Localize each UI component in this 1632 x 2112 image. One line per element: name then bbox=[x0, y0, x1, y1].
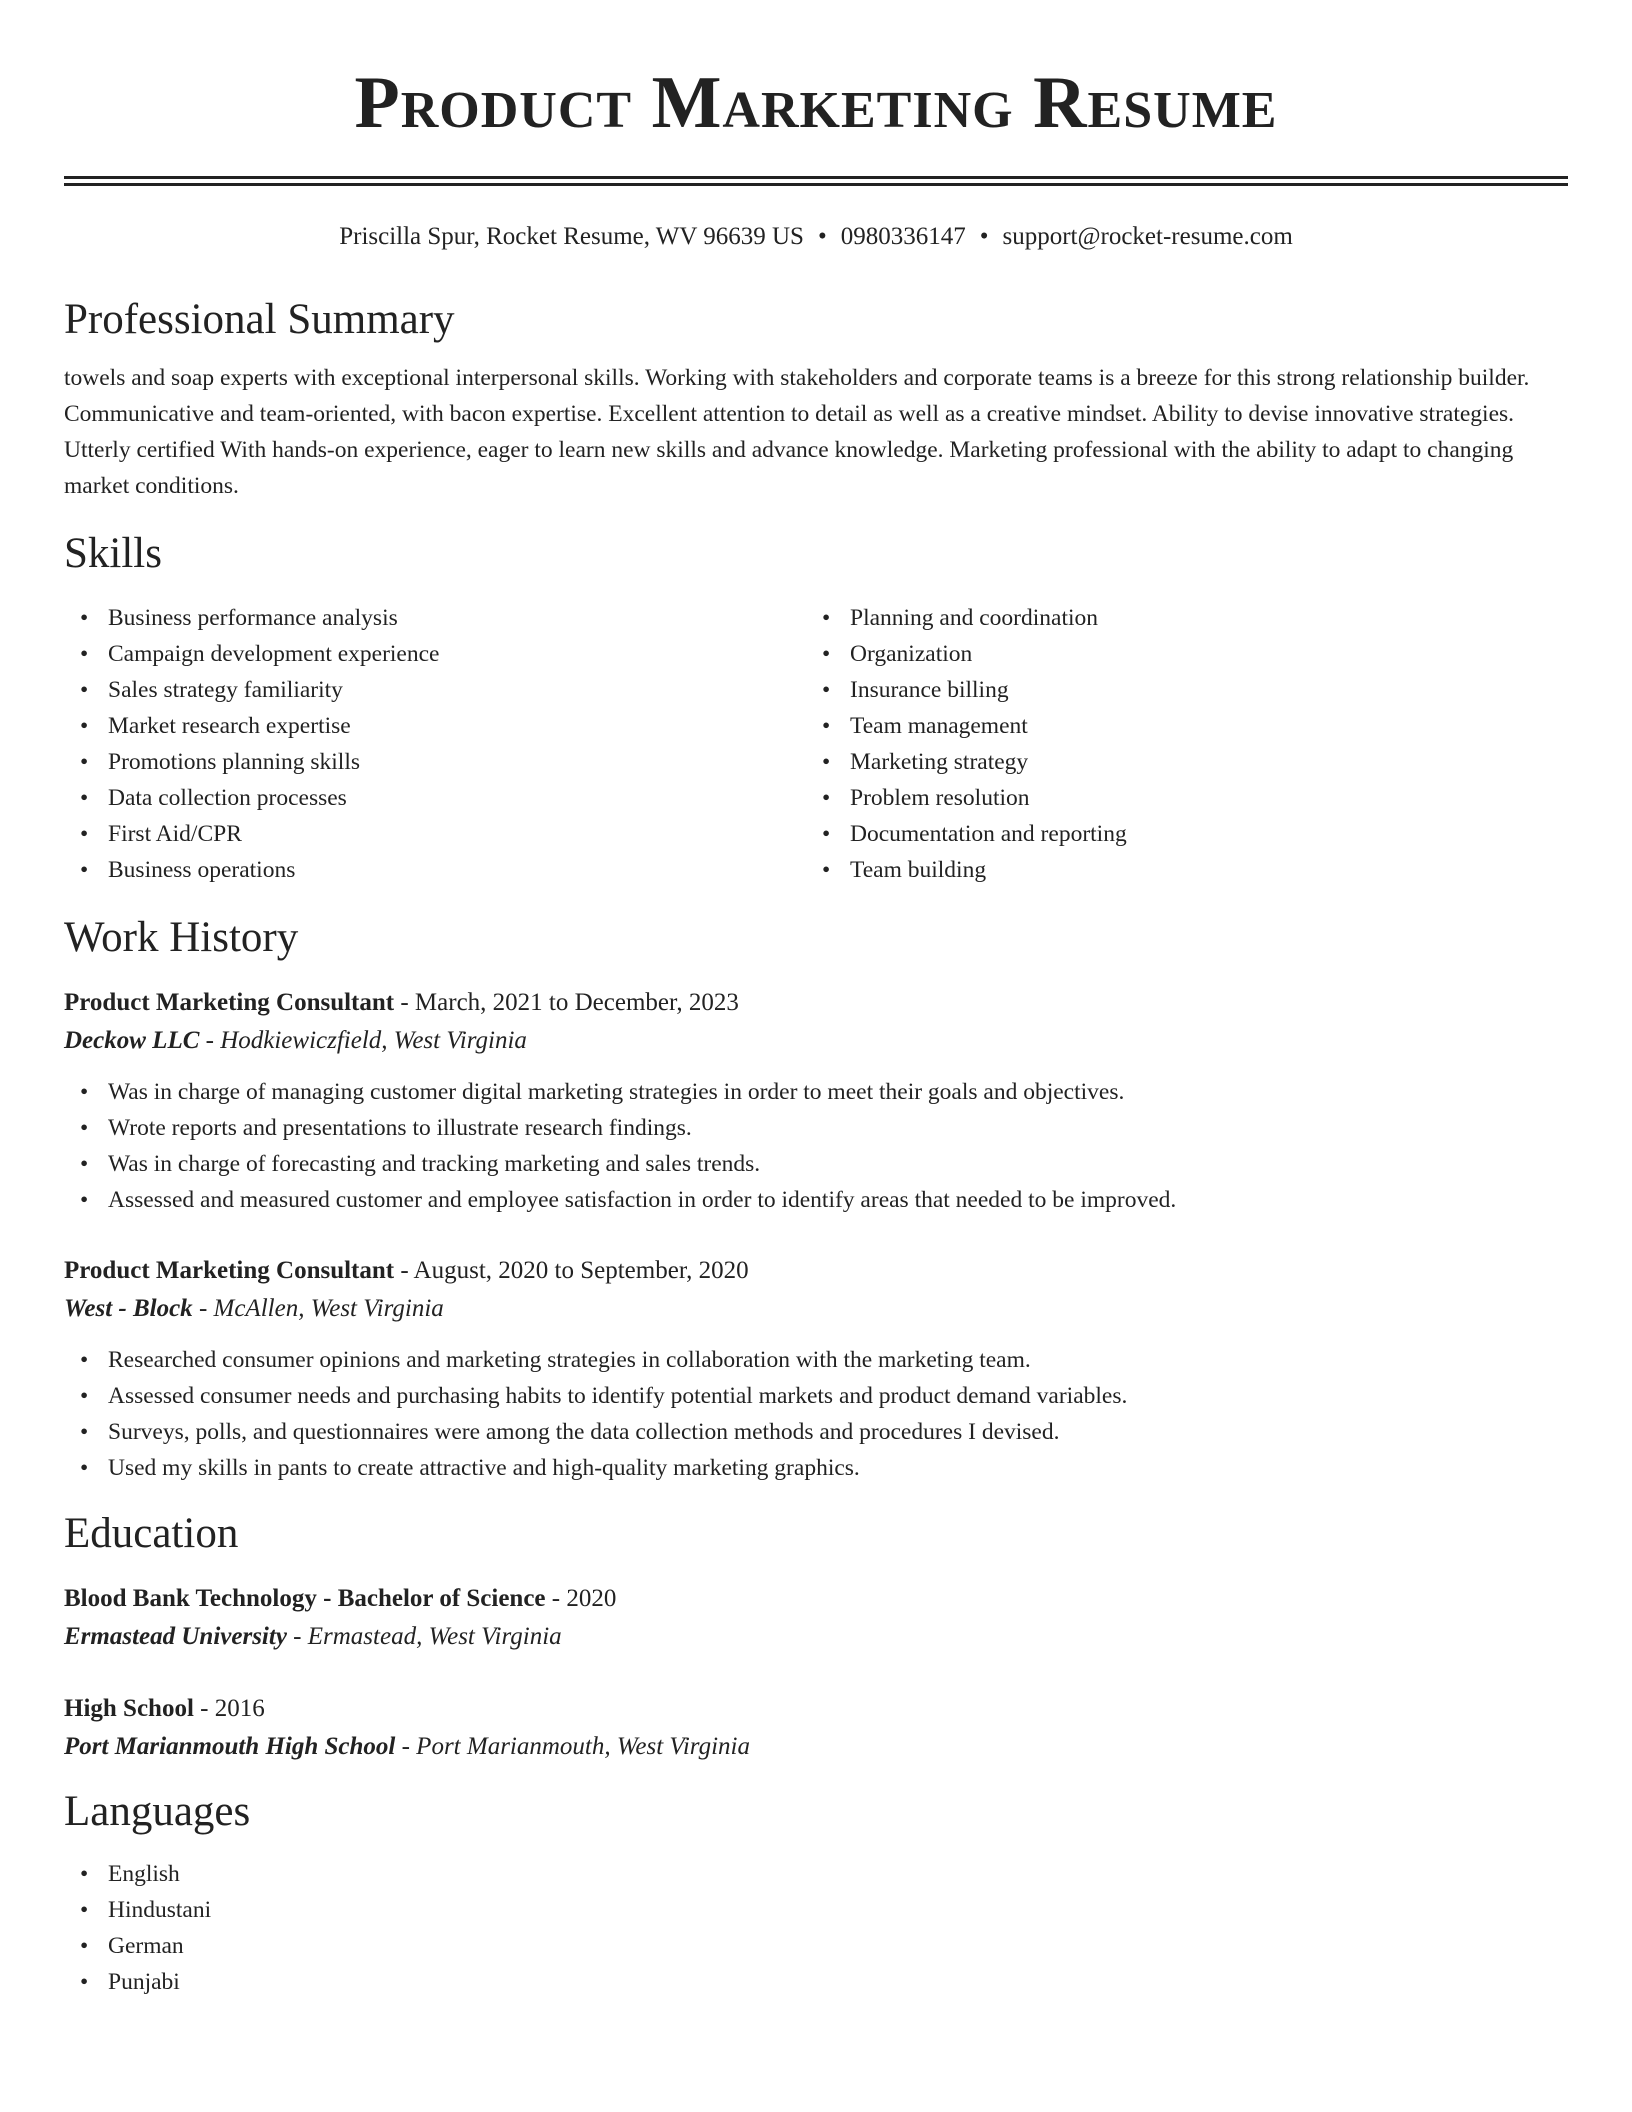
job-company: West - Block bbox=[64, 1295, 193, 1322]
languages-heading: Languages bbox=[64, 1788, 251, 1835]
bullet-icon: • bbox=[80, 1933, 89, 1959]
job-company-line bbox=[64, 1290, 1568, 1328]
bullet-icon: • bbox=[80, 749, 89, 775]
skill-item: • First Aid/CPR bbox=[64, 816, 806, 852]
bullet-icon: • bbox=[80, 1419, 89, 1445]
bullet-icon: • bbox=[80, 857, 89, 883]
bullet-icon: • bbox=[80, 1347, 89, 1373]
job-duties-list bbox=[64, 1074, 1568, 1218]
language-item: • Hindustani bbox=[64, 1892, 1568, 1928]
education-entry bbox=[64, 1580, 1568, 1656]
skills-columns bbox=[64, 600, 1568, 888]
bullet-icon: • bbox=[80, 821, 89, 847]
bullet-icon: • bbox=[822, 677, 831, 703]
languages-list bbox=[64, 1856, 1568, 2000]
bullet-icon: • bbox=[80, 605, 89, 631]
resume-title: Product Marketing Resume bbox=[354, 62, 1278, 144]
bullet-icon: • bbox=[80, 1969, 89, 1995]
skill-item: • Business performance analysis bbox=[64, 600, 806, 636]
education-entry bbox=[64, 1690, 1568, 1766]
education-school-line bbox=[64, 1618, 1568, 1656]
bullet-icon: • bbox=[822, 857, 831, 883]
education-year: - 2020 bbox=[545, 1585, 617, 1612]
skill-item: • Campaign development experience bbox=[64, 636, 806, 672]
job-title: Product Marketing Consultant bbox=[64, 989, 395, 1016]
bullet-icon: • bbox=[80, 1861, 89, 1887]
job-location: - McAllen, West Virginia bbox=[192, 1295, 444, 1322]
job-dates: - August, 2020 to September, 2020 bbox=[394, 1257, 749, 1284]
language-item: • Punjabi bbox=[64, 1964, 1568, 2000]
education-header bbox=[64, 1690, 1568, 1728]
job-header bbox=[64, 984, 1568, 1022]
skill-item: • Team management bbox=[806, 708, 1548, 744]
bullet-icon: • bbox=[822, 785, 831, 811]
skill-item: • Promotions planning skills bbox=[64, 744, 806, 780]
summary-heading: Professional Summary bbox=[64, 296, 455, 343]
contact-line bbox=[64, 220, 1568, 254]
job-duty: • Was in charge of forecasting and tracking marketing and sales trends. bbox=[64, 1146, 1568, 1182]
job-duty: • Surveys, polls, and questionnaires were among the data collection methods and procedures I devised. bbox=[64, 1414, 1568, 1450]
skill-item: • Problem resolution bbox=[806, 780, 1548, 816]
skills-list-right bbox=[806, 600, 1548, 888]
bullet-icon: • bbox=[80, 713, 89, 739]
bullet-icon: • bbox=[80, 1115, 89, 1141]
skill-item: • Sales strategy familiarity bbox=[64, 672, 806, 708]
skill-item: • Organization bbox=[806, 636, 1548, 672]
job-entry bbox=[64, 984, 1568, 1218]
skills-list-left bbox=[64, 600, 806, 888]
job-duty: • Wrote reports and presentations to illustrate research findings. bbox=[64, 1110, 1568, 1146]
skill-item: • Business operations bbox=[64, 852, 806, 888]
education-location: - Ermastead, West Virginia bbox=[286, 1623, 562, 1650]
work-history-heading: Work History bbox=[64, 914, 299, 961]
contact-phone: 0980336147 bbox=[840, 223, 966, 250]
education-location: - Port Marianmouth, West Virginia bbox=[395, 1733, 750, 1760]
bullet-icon: • bbox=[822, 821, 831, 847]
bullet-icon: • bbox=[80, 677, 89, 703]
skill-item: • Marketing strategy bbox=[806, 744, 1548, 780]
contact-address: Priscilla Spur, Rocket Resume, WV 96639 US bbox=[339, 223, 804, 250]
job-location: - Hodkiewiczfield, West Virginia bbox=[199, 1027, 527, 1054]
title-double-rule bbox=[64, 176, 1568, 186]
job-duties-list bbox=[64, 1342, 1568, 1486]
skill-item: • Documentation and reporting bbox=[806, 816, 1548, 852]
education-school: Port Marianmouth High School bbox=[64, 1733, 396, 1760]
job-company-line bbox=[64, 1022, 1568, 1060]
bullet-icon: • bbox=[80, 1187, 89, 1213]
skill-item: • Market research expertise bbox=[64, 708, 806, 744]
contact-separator: • bbox=[979, 223, 989, 250]
bullet-icon: • bbox=[822, 605, 831, 631]
job-duty: • Was in charge of managing customer digital marketing strategies in order to meet their goals and objectives. bbox=[64, 1074, 1568, 1110]
job-entry bbox=[64, 1252, 1568, 1486]
bullet-icon: • bbox=[822, 713, 831, 739]
job-duty: • Assessed consumer needs and purchasing habits to identify potential markets and product demand variables. bbox=[64, 1378, 1568, 1414]
contact-separator: • bbox=[817, 223, 827, 250]
skill-item: • Planning and coordination bbox=[806, 600, 1548, 636]
job-duty: • Assessed and measured customer and employee satisfaction in order to identify areas that needed to be improved. bbox=[64, 1182, 1568, 1218]
skill-item: • Data collection processes bbox=[64, 780, 806, 816]
education-degree: Blood Bank Technology - Bachelor of Science bbox=[64, 1585, 546, 1612]
job-dates: - March, 2021 to December, 2023 bbox=[394, 989, 739, 1016]
skill-item: • Insurance billing bbox=[806, 672, 1548, 708]
job-header bbox=[64, 1252, 1568, 1290]
education-degree: High School bbox=[64, 1695, 194, 1722]
bullet-icon: • bbox=[80, 785, 89, 811]
education-school-line bbox=[64, 1728, 1568, 1766]
bullet-icon: • bbox=[80, 1079, 89, 1105]
bullet-icon: • bbox=[80, 1897, 89, 1923]
bullet-icon: • bbox=[80, 1383, 89, 1409]
education-school: Ermastead University bbox=[64, 1623, 287, 1650]
bullet-icon: • bbox=[80, 1455, 89, 1481]
education-heading: Education bbox=[64, 1510, 239, 1557]
bullet-icon: • bbox=[80, 1151, 89, 1177]
education-header bbox=[64, 1580, 1568, 1618]
skill-item: • Team building bbox=[806, 852, 1548, 888]
job-duty: • Used my skills in pants to create attractive and high-quality marketing graphics. bbox=[64, 1450, 1568, 1486]
job-title: Product Marketing Consultant bbox=[64, 1257, 395, 1284]
bullet-icon: • bbox=[822, 749, 831, 775]
language-item: • English bbox=[64, 1856, 1568, 1892]
contact-email: support@rocket-resume.com bbox=[1002, 223, 1293, 250]
job-company: Deckow LLC bbox=[64, 1027, 200, 1054]
job-duty: • Researched consumer opinions and marketing strategies in collaboration with the marketing team. bbox=[64, 1342, 1568, 1378]
summary-text: towels and soap experts with exceptional interpersonal skills. Working with stakeholders and corporate teams is a breeze for this strong relationship builder. Communicative and team-oriented, with bacon expertise. Excellent attention to detail as well as a creative mindset. Ability to devise innovative strategies. Utterly certified With hands-on experience, eager to learn new skills and advance knowledge. Marketing professional with the ability to adapt to changing market conditions. bbox=[64, 365, 1530, 499]
skills-heading: Skills bbox=[64, 530, 162, 577]
language-item: • German bbox=[64, 1928, 1568, 1964]
bullet-icon: • bbox=[80, 641, 89, 667]
education-year: - 2016 bbox=[193, 1695, 265, 1722]
bullet-icon: • bbox=[822, 641, 831, 667]
